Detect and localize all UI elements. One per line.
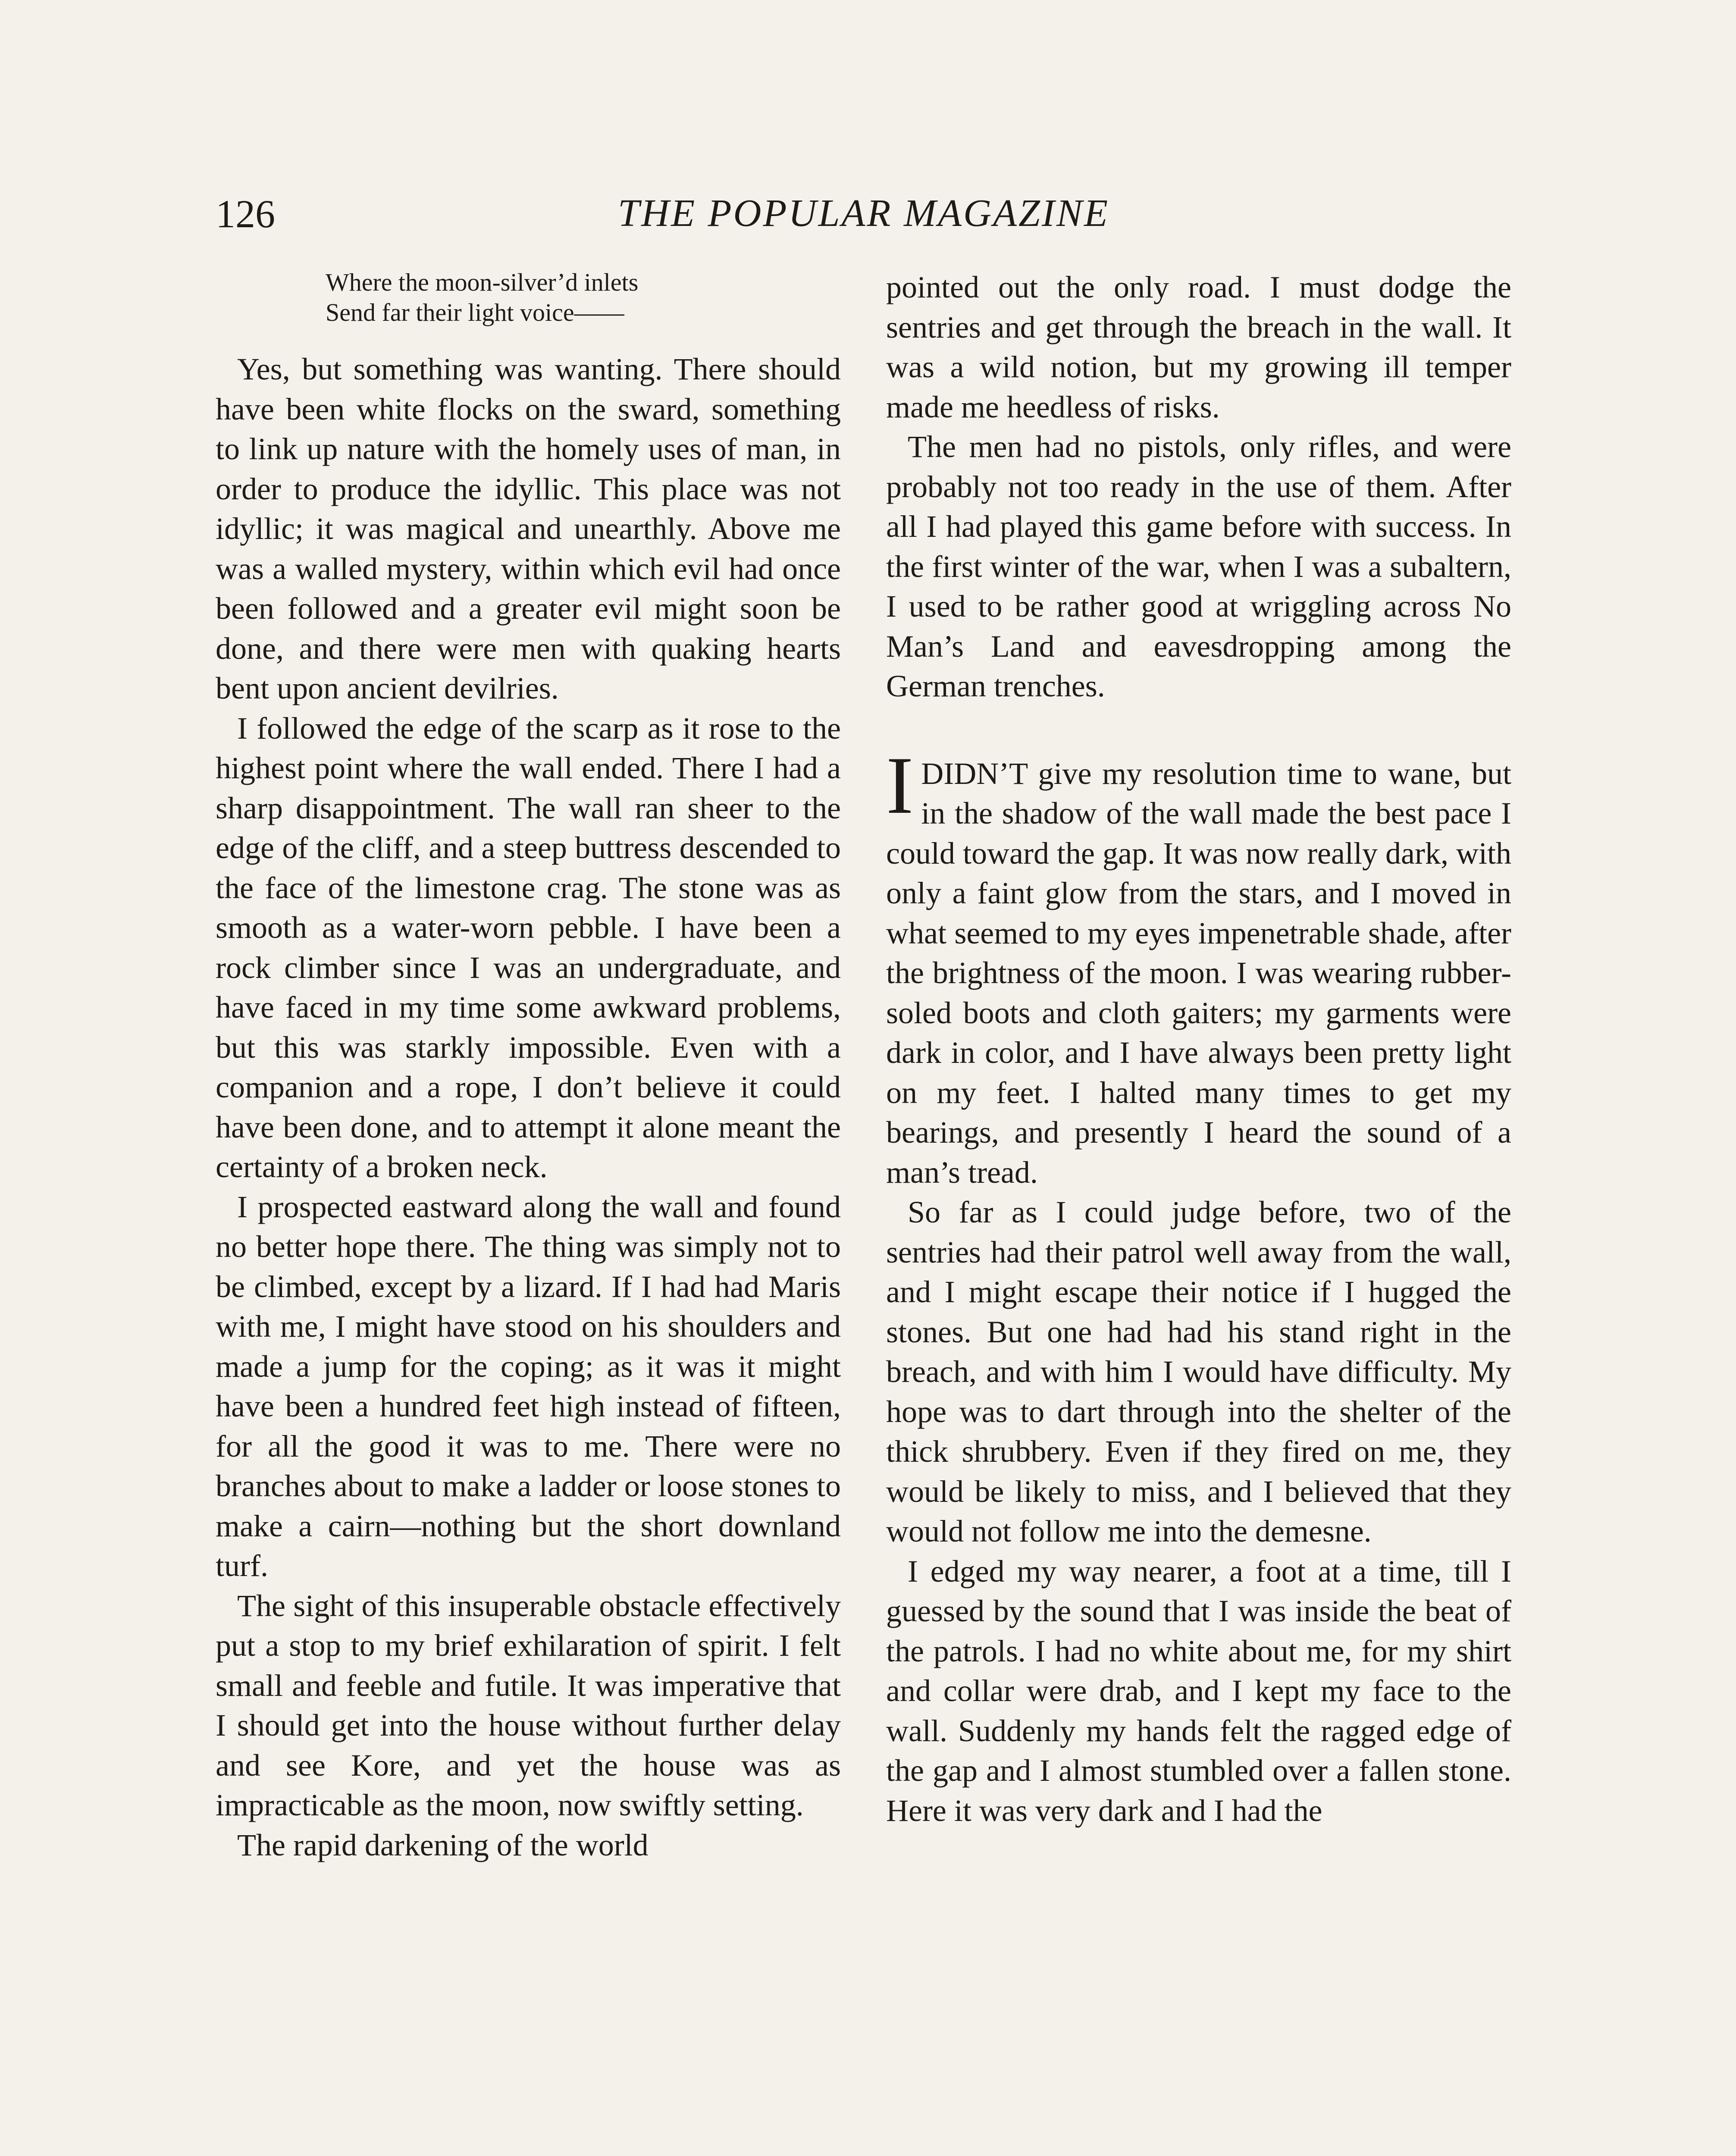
drop-cap-letter: I	[886, 740, 914, 831]
paragraph: So far as I could judge before, two of the sentries had their patrol well away from the wall, and I might escape their notice if I hugged the stones. But one had had his stand right in the breach, and with him I would have difficulty. My hope was to dart through into the shelter of the thick shrubbery. Even if they fired on me, they would be likely to miss, and I believed that they would not follow me into the demesne.	[886, 1195, 1511, 1548]
running-title: THE POPULAR MAGAZINE	[618, 192, 1109, 235]
page-header	[216, 185, 1512, 250]
paragraph: Yes, but something was wanting. There should have been white flocks on the sward, something to link up nature with the homely uses of man, in order to produce the idyllic. This place was not idyllic; it was magical and unearthly. Above me was a walled mystery, within which evil had once been followed and a greater evil might soon be done, and there were men with quaking hearts bent upon ancient devilries.	[216, 352, 841, 705]
paragraph: The men had no pistols, only rifles, and were probably not too ready in the use of them. After all I had played this game before with success. In the first winter of the war, when I was a subaltern, I used to be rather good at wriggling across No Man’s Land and eavesdropping among the German trenches.	[886, 429, 1511, 703]
section-break	[886, 706, 1511, 754]
verse-epigraph	[216, 267, 841, 328]
page-number: 126	[216, 192, 275, 236]
left-column	[216, 267, 841, 1865]
paragraph: I prospected eastward along the wall and found no better hope there. The thing was simply not to be climbed, except by a lizard. If I had had Maris with me, I might have stood on his shoulders and made a jump for the coping; as it was it might have been a hundred feet high instead of fifteen, for all the good it was to me. There were no branches about to make a ladder or loose stones to make a cairn—nothing but the short downland turf.	[216, 1189, 841, 1583]
drop-cap-paragraph-text: DIDN’T give my resolution time to wane, but in the shadow of the wall made the best pace I could toward the gap. It was now really dark, with only a faint glow from the stars, and I moved in what seemed to my eyes impenetrable shade, after the brightness of the moon. I was wearing rubber-soled boots and cloth gaiters; my garments were dark in color, and I have always been pretty light on my feet. I halted many times to get my bearings, and presently I heard the sound of a man’s tread.	[886, 756, 1511, 1190]
right-column	[886, 267, 1511, 1830]
epigraph-line: Send far their light voice——	[326, 298, 624, 326]
paragraph: I followed the edge of the scarp as it rose to the highest point where the wall ended. There I had a sharp disappointment. The wall ran sheer to the edge of the cliff, and a steep buttress descended to the face of the limestone crag. The stone was as smooth as a water-worn pebble. I have been a rock climber since I was an undergraduate, and have faced in my time some awkward problems, but this was starkly impossible. Even with a companion and a rope, I don’t believe it could have been done, and to attempt it alone meant the certainty of a broken neck.	[216, 711, 841, 1184]
drop-cap-paragraph	[886, 740, 1511, 1193]
paragraph: The sight of this insuperable obstacle effectively put a stop to my brief exhilaration of spirit. I felt small and feeble and futile. It was imperative that I should get into the house without further delay and see Kore, and yet the house was as impracticable as the moon, now swiftly setting.	[216, 1588, 841, 1822]
epigraph-line: Where the moon-silver’d inlets	[326, 268, 639, 296]
continued-paragraph: pointed out the only road. I must dodge the sentries and get through the breach in the wall. It was a wild notion, but my growing ill temper made me heedless of risks.	[886, 270, 1511, 424]
paragraph: I edged my way nearer, a foot at a time, till I guessed by the sound that I was inside the beat of the patrols. I had no white about me, for my shirt and collar were drab, and I kept my face to the wall. Suddenly my hands felt the ragged edge of the gap and I almost stumbled over a fallen stone. Here it was very dark and I had the	[886, 1554, 1511, 1828]
paragraph: The rapid darkening of the world	[237, 1827, 649, 1862]
